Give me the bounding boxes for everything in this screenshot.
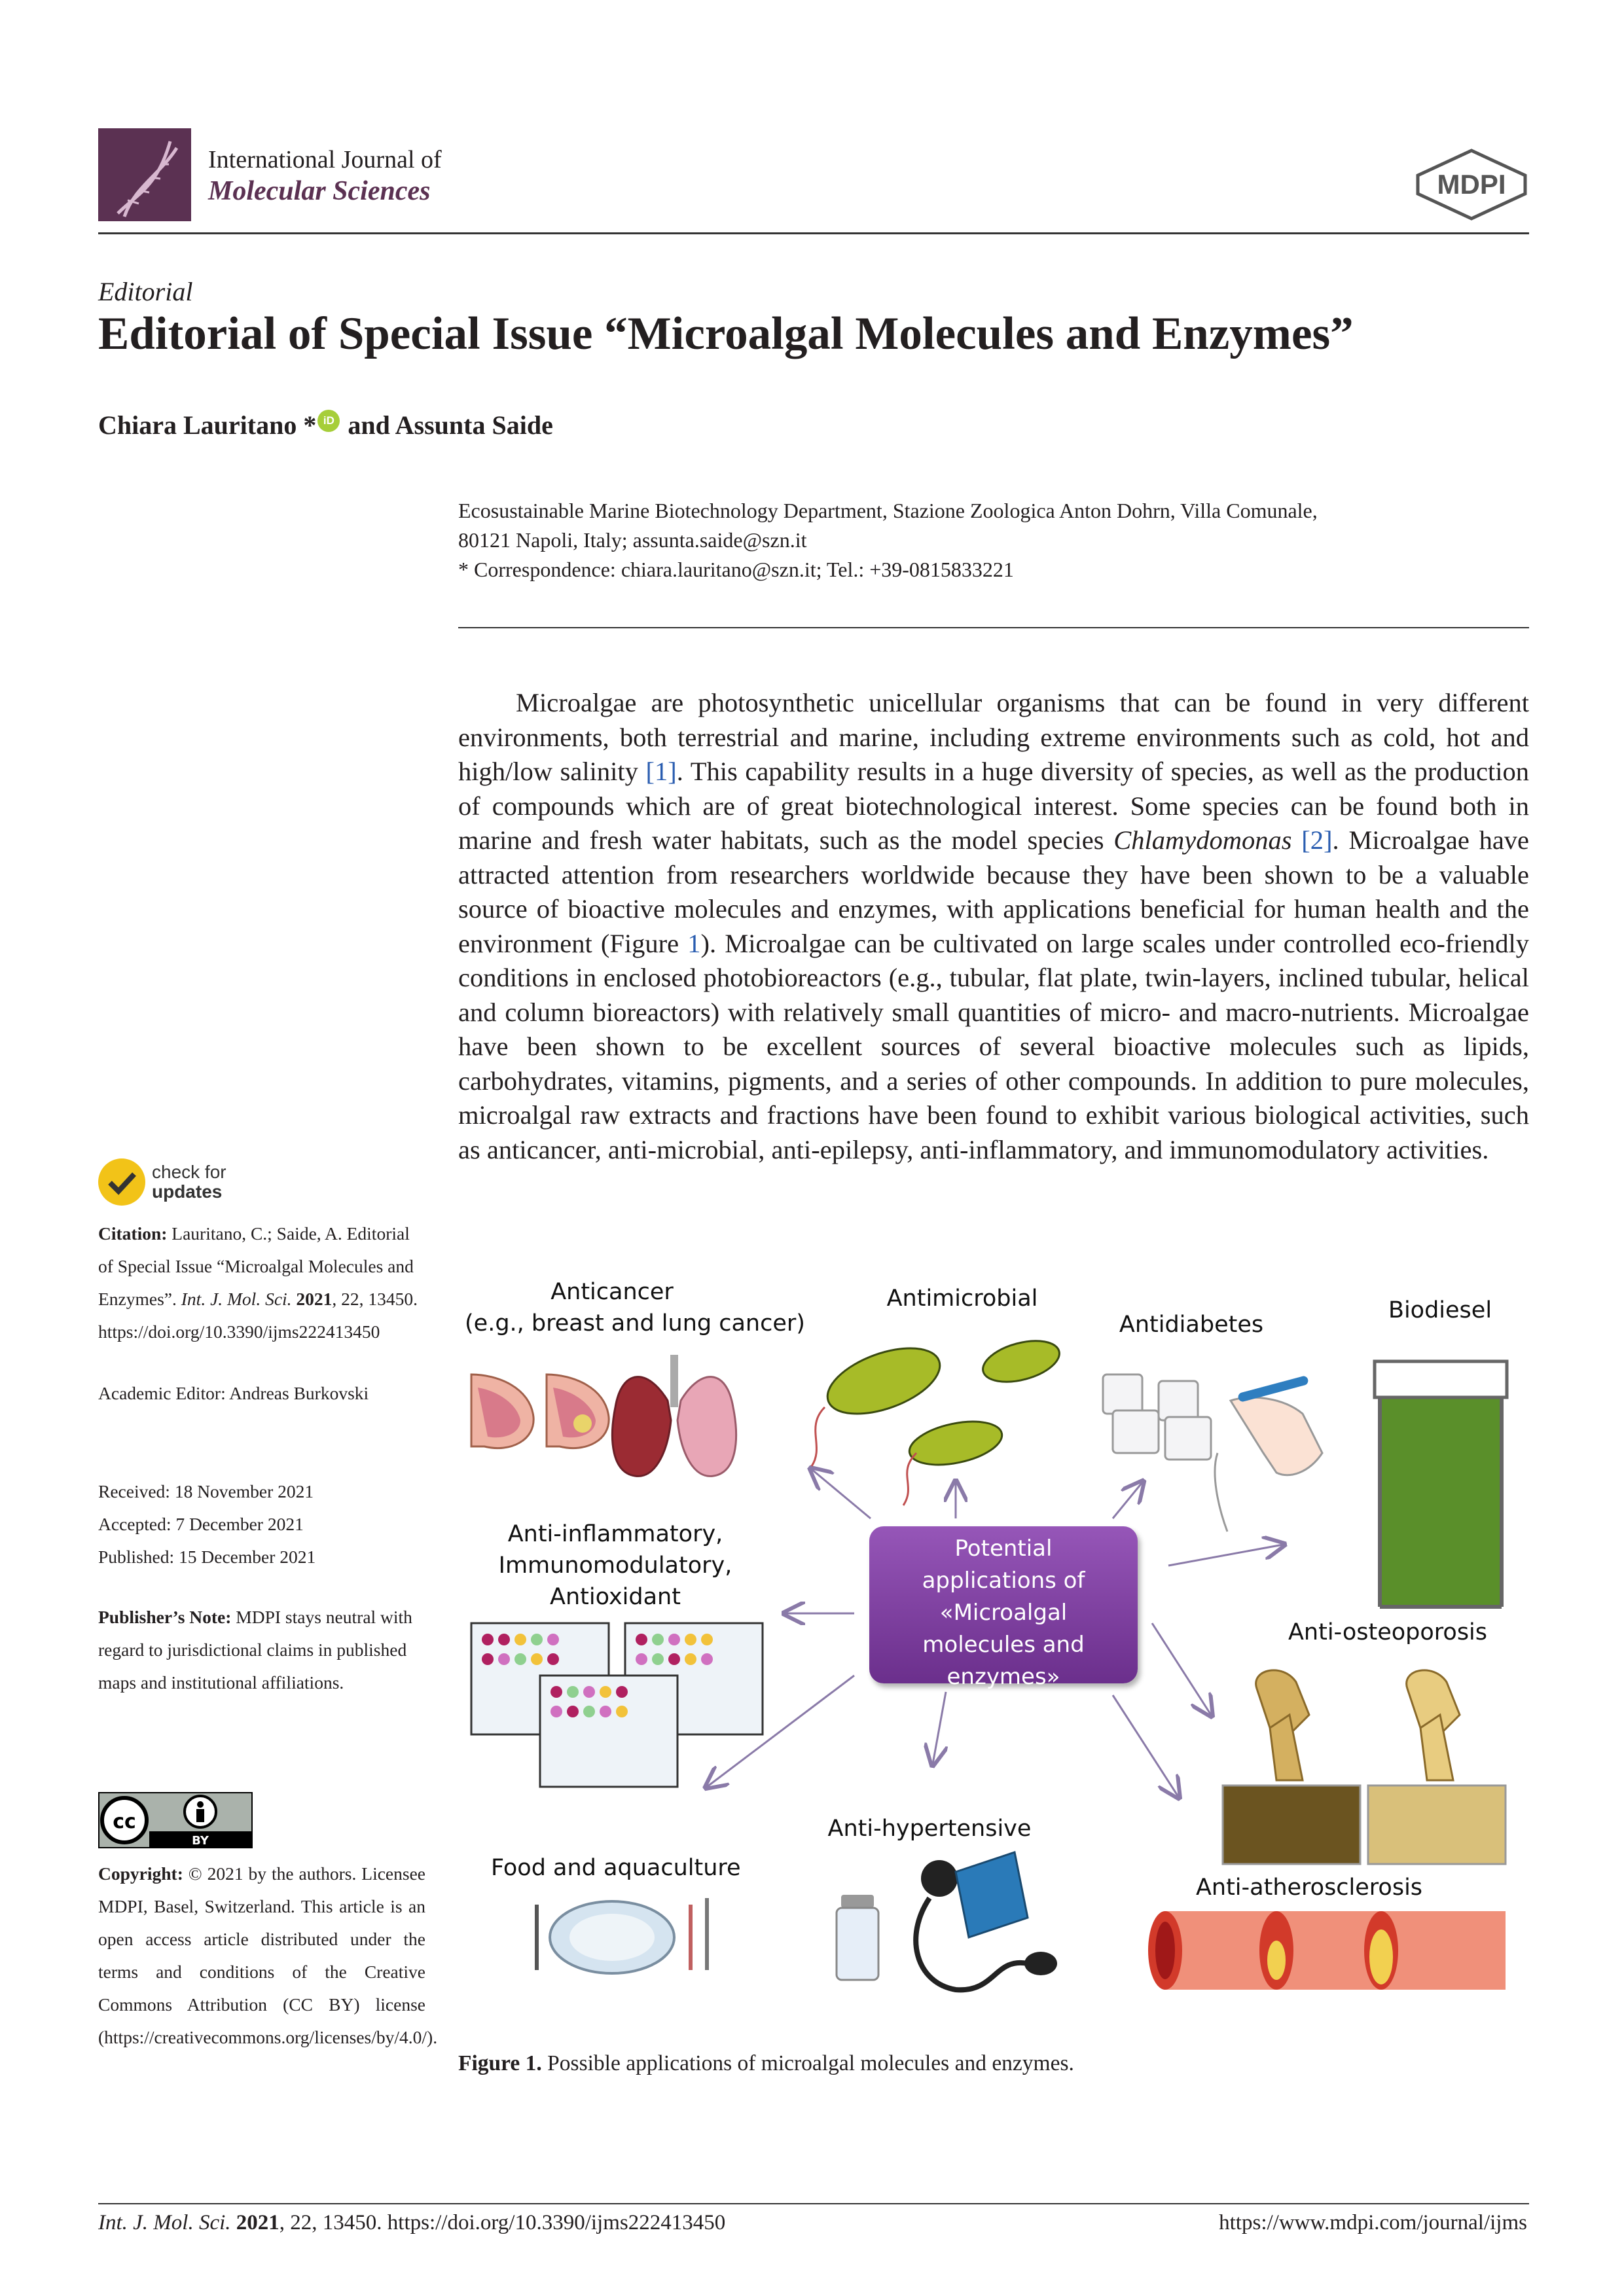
breast-illustration — [471, 1374, 609, 1448]
figure-caption-text: Possible applications of microalgal molecules and enzymes. — [541, 2051, 1074, 2075]
citation-journal: Int. J. Mol. Sci. — [181, 1289, 292, 1309]
center-line: enzymes» — [947, 1664, 1060, 1690]
label-antimicrobial: Antimicrobial — [886, 1285, 1038, 1312]
journal-name — [208, 144, 442, 207]
mdpi-logo — [1414, 148, 1529, 221]
figure-1 — [458, 1257, 1529, 2003]
figure-center-box — [869, 1526, 1138, 1690]
bone-illustration — [1223, 1670, 1506, 1864]
label-anti-osteoporosis: Anti-osteoporosis — [1288, 1619, 1488, 1645]
salt-shaker-illustration — [837, 1895, 878, 1980]
publisher-note — [98, 1601, 425, 1699]
label-anticancer-line1: Anticancer — [550, 1279, 674, 1305]
journal-name-line2: Molecular Sciences — [208, 176, 431, 206]
header-divider — [98, 232, 1529, 234]
footer-journal: Int. J. Mol. Sci. — [98, 2211, 231, 2234]
svg-text:cc: cc — [113, 1810, 136, 1833]
label-biodiesel: Biodiesel — [1388, 1297, 1492, 1323]
received-date: Received: 18 November 2021 — [98, 1481, 314, 1501]
glucose-pen-illustration — [1215, 1375, 1322, 1532]
body-paragraph — [458, 686, 1529, 1167]
dna-helix-icon — [98, 128, 191, 221]
mdpi-logo-text: MDPI — [1437, 169, 1506, 200]
copyright-label: Copyright: — [98, 1863, 183, 1884]
plate-illustration — [537, 1898, 707, 1973]
article-dates — [98, 1475, 425, 1573]
check-for-updates-button[interactable] — [98, 1158, 226, 1206]
center-line: molecules and — [922, 1632, 1085, 1658]
citation-year: 2021 — [291, 1289, 333, 1309]
citation-block — [98, 1217, 425, 1348]
label-anticancer — [465, 1276, 805, 1339]
author-name[interactable]: Chiara Lauritano — [98, 410, 297, 440]
label-food-aquaculture: Food and aquaculture — [491, 1855, 741, 1881]
affiliation-line: 80121 Napoli, Italy; assunta.saide@szn.it — [458, 528, 807, 552]
citation-label: Citation: — [98, 1223, 168, 1244]
article-title: Editorial of Special Issue “Microalgal Molecules and Enzymes” — [98, 308, 1354, 359]
label-anti-inflammatory-line2: Immunomodulatory, — [498, 1552, 732, 1579]
figure-caption — [458, 2051, 1074, 2076]
journal-logo — [98, 128, 191, 221]
microplate-illustration — [471, 1623, 763, 1787]
label-anti-inflammatory-line3: Antioxidant — [550, 1584, 681, 1610]
citation-link[interactable]: [2] — [1301, 825, 1333, 855]
author-list — [98, 410, 553, 440]
affiliation — [458, 496, 1532, 584]
affiliation-divider — [458, 627, 1529, 628]
publisher-note-label: Publisher’s Note: — [98, 1607, 232, 1627]
footer-doi[interactable]: , 22, 13450. https://doi.org/10.3390/ijms222413450 — [279, 2211, 726, 2234]
orcid-icon[interactable]: iD — [317, 410, 340, 432]
check-updates-line1: check for — [152, 1162, 226, 1182]
footer-journal-url[interactable]: https://www.mdpi.com/journal/ijms — [1219, 2211, 1527, 2234]
body-text: . Microalgae have attracted attention from researchers worldwide because they have been shown to be a valuable source of bioactive molecules and enzymes, with applications beneficial for human health and the environment (Figure — [458, 825, 1530, 958]
species-name: Chlamydomonas — [1113, 825, 1292, 855]
label-anti-inflammatory-line1: Anti-inflammatory, — [507, 1521, 723, 1547]
cc-badge-label: BY — [192, 1834, 209, 1848]
correspondence: * Correspondence: chiara.lauritano@szn.it; Tel.: +39-0815833221 — [458, 558, 1014, 581]
cc-by-license-icon[interactable] — [98, 1792, 253, 1848]
center-line: applications of — [922, 1568, 1085, 1594]
sugar-cubes-illustration — [1103, 1374, 1211, 1460]
citation-text: Lauritano, C.; Saide, A. Editorial of Special Issue “Microalgal Molecules and Enzymes”. — [98, 1223, 414, 1309]
citation-doi[interactable]: , 22, 13450. https://doi.org/10.3390/ijms222413450 — [98, 1289, 418, 1342]
artery-illustration — [1148, 1911, 1506, 1990]
body-text: . This capability results in a huge diversity of species, as well as the production of compounds which are of great biotechnological interest. Some species can be found both in marine and fresh water habitats, such as the model species — [458, 757, 1530, 855]
article-type: Editorial — [98, 277, 193, 306]
label-anti-hypertensive: Anti-hypertensive — [827, 1816, 1032, 1842]
label-antidiabetes: Antidiabetes — [1119, 1312, 1264, 1338]
bacteria-illustration — [812, 1333, 1064, 1505]
author-conjunction: and — [348, 410, 390, 440]
footer-divider — [98, 2203, 1529, 2204]
lungs-illustration — [612, 1355, 736, 1476]
publisher-note-text: MDPI stays neutral with regard to jurisdictional claims in published maps and institutional affiliations. — [98, 1607, 412, 1693]
footer-year: 2021 — [236, 2211, 280, 2234]
citation-link[interactable]: [1] — [645, 757, 677, 786]
center-line: Potential — [954, 1535, 1053, 1562]
label-anticancer-line2: (e.g., breast and lung cancer) — [465, 1310, 805, 1336]
checkmark-icon — [98, 1158, 145, 1206]
label-anti-atherosclerosis: Anti-atherosclerosis — [1195, 1874, 1423, 1901]
academic-editor: Academic Editor: Andreas Burkovski — [98, 1383, 369, 1403]
label-anti-inflammatory — [497, 1518, 733, 1613]
center-line: «Microalgal — [939, 1600, 1068, 1626]
journal-name-line1: International Journal of — [208, 146, 442, 173]
footer-citation — [98, 2211, 725, 2235]
copyright-text: © 2021 by the authors. Licensee MDPI, Basel, Switzerland. This article is an open access article distributed under the terms and conditions of the Creative Commons Attribution (CC BY) license (https://creativecommons.org/licenses/by/4.0/). — [98, 1863, 438, 2047]
body-text: ). Microalgae can be cultivated on large scales under controlled eco-friendly conditions in enclosed photobioreactors (e.g., tubular, flat plate, twin-layers, inclined tubular, helical and column bioreactors) with relatively small quantities of micro- and macro-nutrients. Microalgae have been shown to be excellent sources of several bioactive molecules such as lipids, carbohydrates, vitamins, pigments, and a series of other compounds. In addition to pure molecules, microalgal raw extracts and fractions have been found to exhibit various biological activities, such as anticancer, anti-microbial, anti-epilepsy, anti-inflammatory, and immunomodulatory activities. — [458, 928, 1530, 1164]
author-name[interactable]: Assunta Saide — [395, 410, 553, 440]
affiliation-line: Ecosustainable Marine Biotechnology Department, Stazione Zoologica Anton Dohrn, Villa Comunale, — [458, 499, 1318, 522]
check-updates-line2: updates — [152, 1181, 223, 1202]
accepted-date: Accepted: 7 December 2021 — [98, 1514, 304, 1534]
blood-pressure-monitor-illustration — [916, 1852, 1057, 1990]
corresponding-mark: * — [303, 410, 317, 440]
figure-caption-label: Figure 1. — [458, 2051, 542, 2075]
body-text: Microalgae are photosynthetic unicellular organisms that can be found in very different environments, both terrestrial and marine, including extreme environments such as cold, hot and high/low salinity — [458, 688, 1529, 786]
figure-link[interactable]: 1 — [687, 928, 701, 958]
copyright-notice — [98, 1857, 438, 2054]
biodiesel-cylinder-illustration — [1375, 1361, 1507, 1607]
published-date: Published: 15 December 2021 — [98, 1547, 316, 1567]
